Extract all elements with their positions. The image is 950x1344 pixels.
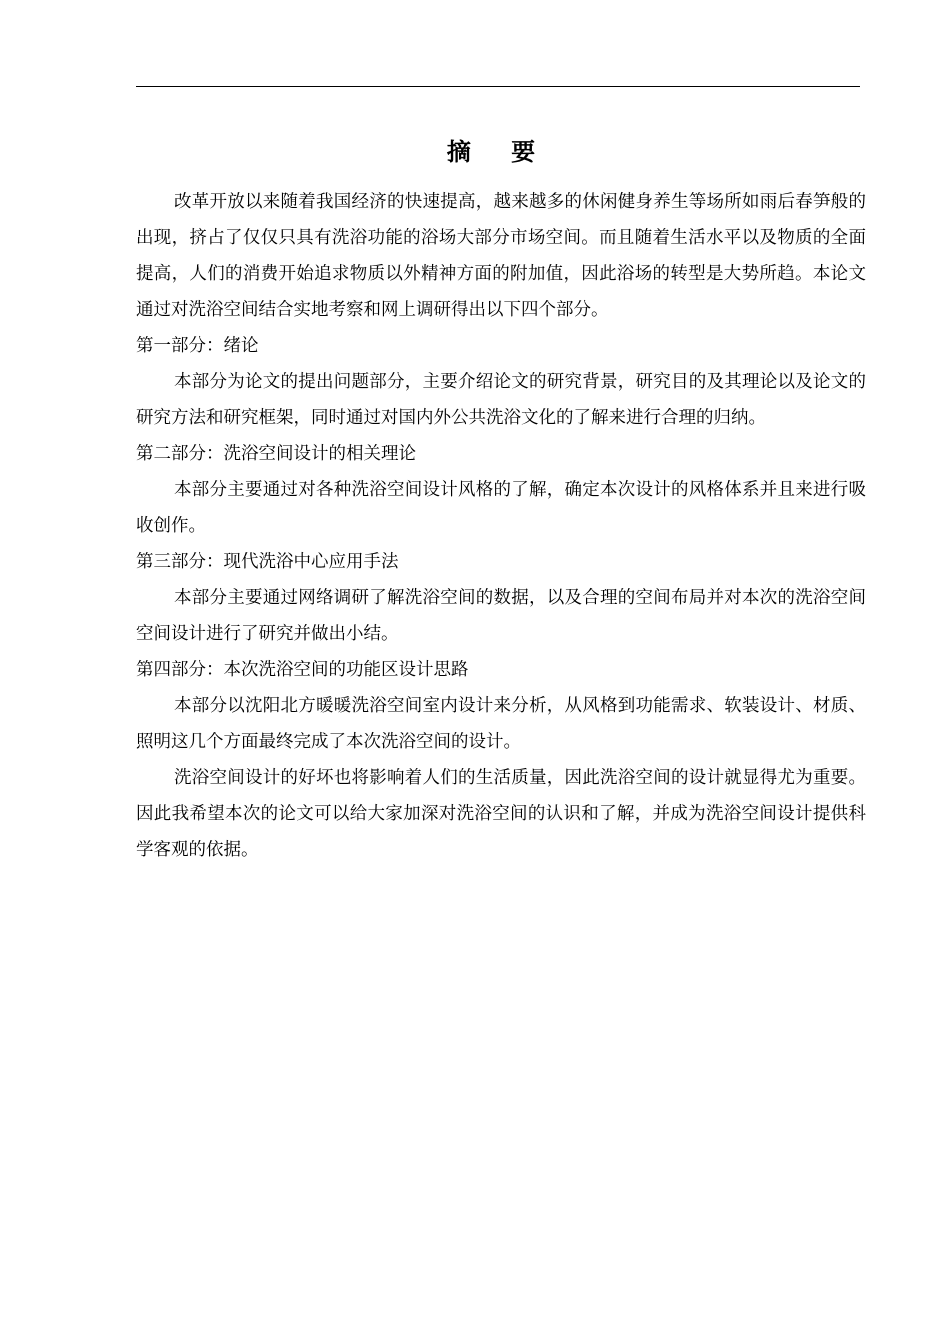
section-heading-4: 第四部分：本次洗浴空间的功能区设计思路 — [136, 660, 469, 680]
section-heading-1: 第一部分：绪论 — [136, 336, 259, 356]
section-heading-3: 第三部分：现代洗浴中心应用手法 — [136, 552, 399, 572]
intro-paragraph: 改革开放以来随着我国经济的快速提高，越来越多的休闲健身养生等场所如雨后春笋般的出现，挤占了仅仅只具有洗浴功能的浴场大部分市场空间。而且随着生活水平以及物质的全面提高，人们的消费开始追求物质以外精神方面的附加值，因此浴场的转型是大势所趋。本论文通过对洗浴空间结合实地考察和网上调研得出以下四个部分。 — [136, 192, 866, 320]
header-rule — [136, 86, 860, 87]
section-3-paragraph: 本部分主要通过网络调研了解洗浴空间的数据，以及合理的空间布局并对本次的洗浴空间空间设计进行了研究并做出小结。 — [136, 588, 866, 644]
section-4-paragraph: 本部分以沈阳北方暖暖洗浴空间室内设计来分析，从风格到功能需求、软装设计、材质、照明这几个方面最终完成了本次洗浴空间的设计。 — [136, 696, 866, 752]
abstract-title: 摘 要 — [446, 137, 552, 166]
abstract-body — [136, 184, 866, 868]
section-2-paragraph: 本部分主要通过对各种洗浴空间设计风格的了解，确定本次设计的风格体系并且来进行吸收创作。 — [136, 480, 866, 536]
conclusion-paragraph: 洗浴空间设计的好坏也将影响着人们的生活质量，因此洗浴空间的设计就显得尤为重要。因此我希望本次的论文可以给大家加深对洗浴空间的认识和了解，并成为洗浴空间设计提供科学客观的依据。 — [136, 768, 866, 860]
section-heading-2: 第二部分：洗浴空间设计的相关理论 — [136, 444, 416, 464]
section-1-paragraph: 本部分为论文的提出问题部分，主要介绍论文的研究背景，研究目的及其理论以及论文的研究方法和研究框架，同时通过对国内外公共洗浴文化的了解来进行合理的归纳。 — [136, 372, 866, 428]
